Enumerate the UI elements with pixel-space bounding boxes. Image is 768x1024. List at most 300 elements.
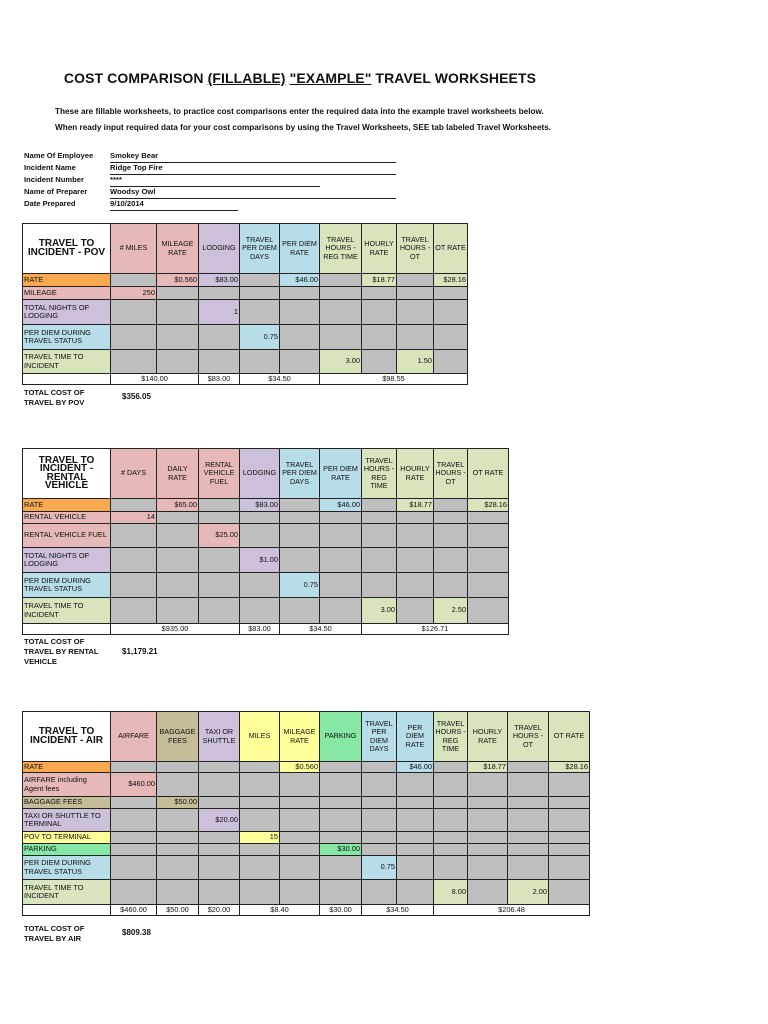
disabled-cell [240,300,280,325]
disabled-cell [199,832,240,844]
subtotal-cell: $98.55 [320,374,468,385]
input-cell[interactable]: 1 [199,300,240,325]
input-cell[interactable]: $1.00 [240,548,280,573]
disabled-cell [111,856,157,880]
disabled-cell [468,548,509,573]
disabled-cell [280,512,320,524]
disabled-cell [434,287,468,300]
disabled-cell [280,350,320,374]
total-cost-value: $809.38 [122,928,151,937]
row-label: TRAVEL TIME TO INCIDENT [23,598,111,624]
table-row [23,797,590,809]
blank-cell [23,374,111,385]
disabled-cell [549,832,590,844]
info-label: Incident Number [24,175,84,184]
table-row [23,287,468,300]
disabled-cell [157,809,199,832]
column-header: OT RATE [468,449,509,499]
header-row [23,712,590,762]
row-label: RENTAL VEHICLE [23,512,111,524]
row-label: PARKING [23,844,111,856]
row-label: TOTAL NIGHTS OF LODGING [23,300,111,325]
column-header: LODGING [240,449,280,499]
disabled-cell [280,773,320,797]
disabled-cell [397,809,434,832]
disabled-cell [280,880,320,905]
disabled-cell [397,274,434,287]
disabled-cell [508,773,549,797]
disabled-cell [111,325,157,350]
disabled-cell [362,300,397,325]
total-cost-label: TOTAL COST OF TRAVEL BY RENTAL VEHICLE [24,637,99,666]
disabled-cell [199,598,240,624]
disabled-cell [240,797,280,809]
disabled-cell [240,762,280,773]
disabled-cell [508,856,549,880]
disabled-cell [157,325,199,350]
disabled-cell [434,499,468,512]
disabled-cell [157,856,199,880]
page-title [0,70,600,86]
input-cell[interactable]: $0.560 [157,274,199,287]
disabled-cell [434,762,468,773]
disabled-cell [199,773,240,797]
input-cell[interactable]: 14 [111,512,157,524]
subtotal-cell: $83.00 [240,624,280,635]
info-value-field[interactable]: Woodsy Owl [110,187,396,199]
row-label: POV TO TERMINAL [23,832,111,844]
input-cell[interactable]: $18.77 [397,499,434,512]
disabled-cell [434,856,468,880]
table-row [23,512,509,524]
subtotal-cell: $34.50 [280,624,362,635]
column-header: HOURLY RATE [362,224,397,274]
input-cell[interactable]: 0.75 [280,573,320,598]
disabled-cell [111,350,157,374]
input-cell[interactable]: 0.75 [240,325,280,350]
disabled-cell [157,844,199,856]
column-header: TRAVEL PER DIEM DAYS [362,712,397,762]
disabled-cell [508,809,549,832]
column-header: MILEAGE RATE [157,224,199,274]
input-cell[interactable]: $28.16 [468,499,509,512]
disabled-cell [508,762,549,773]
input-cell[interactable]: 2.50 [434,598,468,624]
column-header: PER DIEM RATE [397,712,434,762]
input-cell[interactable]: $30.00 [320,844,362,856]
disabled-cell [362,797,397,809]
input-cell[interactable]: 3.00 [320,350,362,374]
table-row [23,762,590,773]
subtotal-cell: $460.00 [111,905,157,916]
disabled-cell [280,832,320,844]
disabled-cell [199,573,240,598]
info-value-field[interactable]: **** [110,175,320,187]
subtotal-cell: $34.50 [240,374,320,385]
disabled-cell [434,573,468,598]
disabled-cell [468,573,509,598]
disabled-cell [111,797,157,809]
column-header: OT RATE [434,224,468,274]
input-cell[interactable]: $0.560 [280,762,320,773]
disabled-cell [157,832,199,844]
disabled-cell [320,832,362,844]
input-cell[interactable]: $20.00 [199,809,240,832]
column-header: PER DIEM RATE [320,449,362,499]
input-cell[interactable]: $25.00 [199,524,240,548]
worksheet-table [22,711,590,916]
disabled-cell [157,524,199,548]
disabled-cell [199,350,240,374]
column-header: TRAVEL PER DIEM DAYS [280,449,320,499]
disabled-cell [362,844,397,856]
table-row [23,773,590,797]
table-row [23,325,468,350]
column-header: PARKING [320,712,362,762]
column-header: DAILY RATE [157,449,199,499]
column-header: TRAVEL HOURS - OT [508,712,549,762]
disabled-cell [468,797,508,809]
row-label: RATE [23,499,111,512]
column-header: LODGING [199,224,240,274]
disabled-cell [157,598,199,624]
disabled-cell [199,797,240,809]
disabled-cell [320,573,362,598]
disabled-cell [549,844,590,856]
table-row [23,844,590,856]
column-header: PER DIEM RATE [280,224,320,274]
disabled-cell [320,773,362,797]
disabled-cell [362,762,397,773]
disabled-cell [468,809,508,832]
total-cost-label: TOTAL COST OF TRAVEL BY AIR [24,924,85,943]
disabled-cell [111,880,157,905]
column-header: TRAVEL HOURS - OT [434,449,468,499]
disabled-cell [157,762,199,773]
disabled-cell [280,844,320,856]
disabled-cell [397,844,434,856]
disabled-cell [434,512,468,524]
column-header: MILES [240,712,280,762]
disabled-cell [320,300,362,325]
info-label: Incident Name [24,163,76,172]
disabled-cell [111,499,157,512]
disabled-cell [240,809,280,832]
input-cell[interactable]: $46.00 [280,274,320,287]
disabled-cell [468,856,508,880]
disabled-cell [111,809,157,832]
input-cell[interactable]: $46.00 [320,499,362,512]
disabled-cell [320,524,362,548]
total-cost-label: TOTAL COST OF TRAVEL BY POV [24,388,85,407]
disabled-cell [320,274,362,287]
subtotal-cell: $126.71 [362,624,509,635]
disabled-cell [280,325,320,350]
disabled-cell [199,762,240,773]
disabled-cell [468,844,508,856]
row-label: TRAVEL TIME TO INCIDENT [23,880,111,905]
title-fillable: (FILLABLE) [207,70,286,86]
disabled-cell [434,350,468,374]
disabled-cell [397,300,434,325]
row-label: TAXI OR SHUTTLE TO TERMINAL [23,809,111,832]
info-value-field[interactable]: 9/10/2014 [110,199,238,211]
disabled-cell [320,809,362,832]
info-value-field[interactable]: Ridge Top Fire [110,163,396,175]
table-row [23,832,590,844]
disabled-cell [320,856,362,880]
total-cost-value: $1,179.21 [122,647,158,656]
disabled-cell [199,880,240,905]
disabled-cell [362,287,397,300]
column-header: RENTAL VEHICLE FUEL [199,449,240,499]
row-label: PER DIEM DURING TRAVEL STATUS [23,325,111,350]
column-header: OT RATE [549,712,590,762]
disabled-cell [362,880,397,905]
disabled-cell [397,856,434,880]
column-header: # MILES [111,224,157,274]
input-cell[interactable]: 0.75 [362,856,397,880]
disabled-cell [397,797,434,809]
disabled-cell [280,548,320,573]
disabled-cell [240,773,280,797]
disabled-cell [320,598,362,624]
disabled-cell [320,325,362,350]
input-cell[interactable]: 3.00 [362,598,397,624]
input-cell[interactable]: $18.77 [362,274,397,287]
disabled-cell [549,880,590,905]
subtotal-cell: $206.48 [434,905,590,916]
input-cell[interactable]: 2.00 [508,880,549,905]
disabled-cell [468,773,508,797]
disabled-cell [157,287,199,300]
disabled-cell [320,762,362,773]
input-cell[interactable]: $18.77 [468,762,508,773]
disabled-cell [508,844,549,856]
worksheet-table [22,223,468,385]
input-cell[interactable]: 250 [111,287,157,300]
disabled-cell [508,797,549,809]
disabled-cell [397,573,434,598]
disabled-cell [280,797,320,809]
disabled-cell [397,287,434,300]
input-cell[interactable]: $65.00 [157,499,199,512]
column-header: HOURLY RATE [468,712,508,762]
blank-cell [23,905,111,916]
disabled-cell [434,797,468,809]
disabled-cell [240,274,280,287]
disabled-cell [434,524,468,548]
column-header: # DAYS [111,449,157,499]
table-row [23,524,509,548]
disabled-cell [362,512,397,524]
disabled-cell [240,524,280,548]
disabled-cell [362,350,397,374]
disabled-cell [199,844,240,856]
subtotal-cell: $140.00 [111,374,199,385]
column-header: TAXI OR SHUTTLE [199,712,240,762]
info-label: Name Of Employee [24,151,94,160]
disabled-cell [320,512,362,524]
disabled-cell [362,499,397,512]
table-row [23,548,509,573]
disabled-cell [362,325,397,350]
totals-row [23,905,590,916]
input-cell[interactable]: $83.00 [199,274,240,287]
header-row [23,449,509,499]
input-cell[interactable]: 15 [240,832,280,844]
column-header: TRAVEL HOURS - REG TIME [320,224,362,274]
disabled-cell [468,598,509,624]
worksheet-title: TRAVEL TO INCIDENT - AIR [23,712,111,762]
table-row [23,350,468,374]
disabled-cell [320,548,362,573]
disabled-cell [549,773,590,797]
input-cell[interactable]: $46.00 [397,762,434,773]
disabled-cell [397,773,434,797]
row-label: TRAVEL TIME TO INCIDENT [23,350,111,374]
table-row [23,573,509,598]
disabled-cell [199,548,240,573]
worksheet-table [22,448,509,635]
disabled-cell [240,880,280,905]
disabled-cell [320,287,362,300]
row-label: RATE [23,762,111,773]
disabled-cell [280,856,320,880]
disabled-cell [549,856,590,880]
disabled-cell [434,844,468,856]
disabled-cell [434,809,468,832]
disabled-cell [280,287,320,300]
disabled-cell [397,548,434,573]
totals-row [23,624,509,635]
column-header: TRAVEL HOURS - OT [397,224,434,274]
disabled-cell [111,573,157,598]
subtotal-cell: $83.00 [199,374,240,385]
disabled-cell [157,573,199,598]
row-label: RATE [23,274,111,287]
info-label: Name of Preparer [24,187,88,196]
table-row [23,598,509,624]
disabled-cell [111,598,157,624]
disabled-cell [362,809,397,832]
info-value-field[interactable]: Smokey Bear [110,151,396,163]
column-header: TRAVEL HOURS - REG TIME [362,449,397,499]
input-cell[interactable]: 8.00 [434,880,468,905]
disabled-cell [199,287,240,300]
subtotal-cell: $8.40 [240,905,320,916]
row-label: BAGGAGE FEES [23,797,111,809]
disabled-cell [549,809,590,832]
row-label: PER DIEM DURING TRAVEL STATUS [23,856,111,880]
column-header: HOURLY RATE [397,449,434,499]
row-label: RENTAL VEHICLE FUEL [23,524,111,548]
disabled-cell [280,598,320,624]
subtotal-cell: $20.00 [199,905,240,916]
disabled-cell [157,548,199,573]
disabled-cell [240,573,280,598]
row-label: AIRFARE including Agent fees [23,773,111,797]
subtotal-cell: $34.50 [362,905,434,916]
blank-cell [23,624,111,635]
input-cell[interactable]: $83.00 [240,499,280,512]
disabled-cell [111,300,157,325]
disabled-cell [280,524,320,548]
title-suffix: TRAVEL WORKSHEETS [371,70,537,86]
disabled-cell [434,832,468,844]
subtotal-cell: $935.00 [111,624,240,635]
disabled-cell [157,773,199,797]
disabled-cell [362,548,397,573]
input-cell[interactable]: $28.16 [434,274,468,287]
row-label: TOTAL NIGHTS OF LODGING [23,548,111,573]
subtotal-cell: $50.00 [157,905,199,916]
disabled-cell [280,499,320,512]
disabled-cell [468,832,508,844]
column-header: BAGGAGE FEES [157,712,199,762]
total-cost-value: $356.05 [122,392,151,401]
disabled-cell [397,598,434,624]
disabled-cell [240,512,280,524]
disabled-cell [362,573,397,598]
input-cell[interactable]: $50.00 [157,797,199,809]
disabled-cell [397,880,434,905]
disabled-cell [434,548,468,573]
disabled-cell [240,856,280,880]
input-cell[interactable]: 1.50 [397,350,434,374]
disabled-cell [397,524,434,548]
disabled-cell [111,524,157,548]
disabled-cell [280,300,320,325]
table-row [23,499,509,512]
disabled-cell [157,880,199,905]
disabled-cell [111,274,157,287]
totals-row [23,374,468,385]
disabled-cell [468,512,509,524]
disabled-cell [397,512,434,524]
disabled-cell [240,844,280,856]
row-label: PER DIEM DURING TRAVEL STATUS [23,573,111,598]
table-row [23,880,590,905]
disabled-cell [111,762,157,773]
input-cell[interactable]: $28.16 [549,762,590,773]
disabled-cell [280,809,320,832]
intro-line-1: These are fillable worksheets, to practice cost comparisons enter the required data into the example travel worksheets below. [55,107,544,116]
disabled-cell [111,548,157,573]
table-row [23,274,468,287]
disabled-cell [362,524,397,548]
disabled-cell [240,350,280,374]
disabled-cell [157,512,199,524]
disabled-cell [199,499,240,512]
disabled-cell [240,287,280,300]
row-label: MILEAGE [23,287,111,300]
column-header: AIRFARE [111,712,157,762]
header-row [23,224,468,274]
disabled-cell [434,300,468,325]
disabled-cell [320,797,362,809]
disabled-cell [199,512,240,524]
disabled-cell [157,300,199,325]
input-cell[interactable]: $460.00 [111,773,157,797]
title-example: "EXAMPLE" [289,70,372,86]
disabled-cell [111,844,157,856]
column-header: MILEAGE RATE [280,712,320,762]
disabled-cell [199,325,240,350]
disabled-cell [362,832,397,844]
disabled-cell [111,832,157,844]
worksheet-title: TRAVEL TO INCIDENT - RENTAL VEHICLE [23,449,111,499]
